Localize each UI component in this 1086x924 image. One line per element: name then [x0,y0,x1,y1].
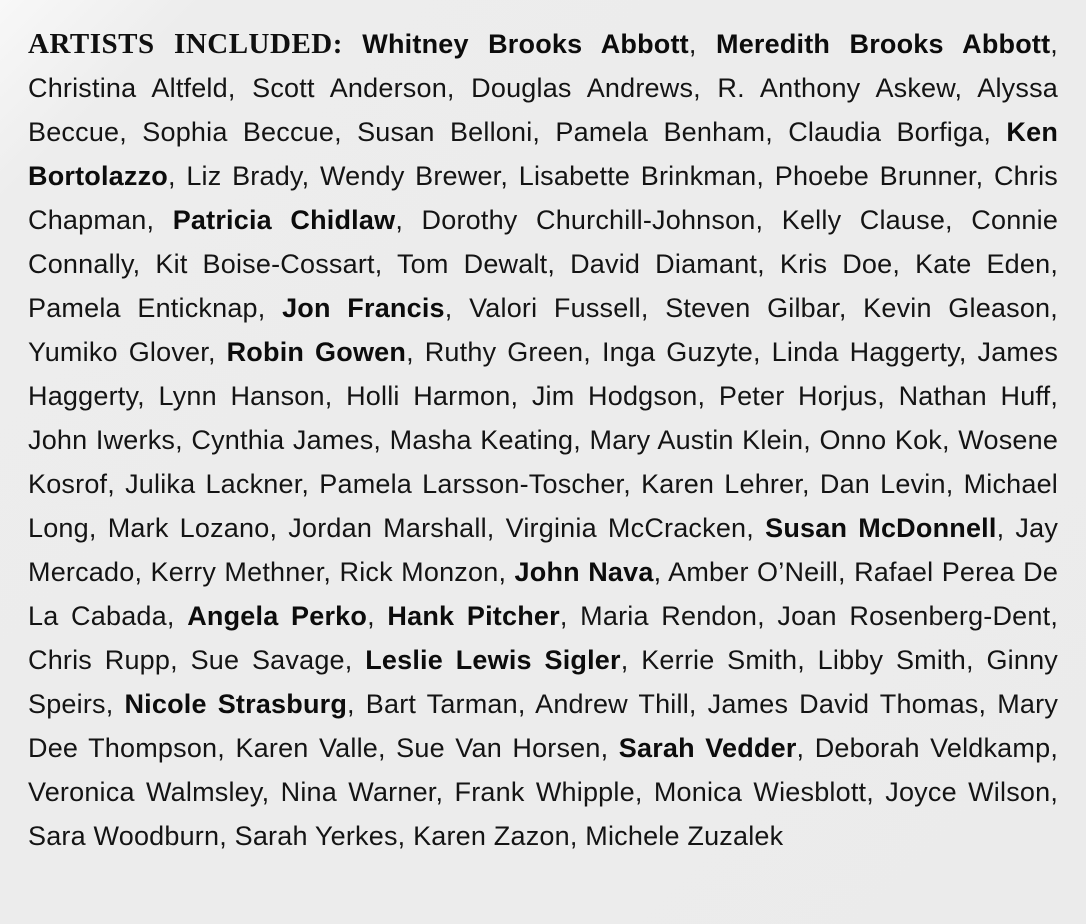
artist-name: Meredith Brooks Abbott [716,29,1051,59]
artist-name: Liz Brady [186,161,302,191]
artist-name: Pamela Enticknap [28,293,258,323]
artist-name: Robin Gowen [226,337,407,367]
artist-name: Sophia Beccue [142,117,335,147]
artist-name: Frank Whipple [454,777,635,807]
artist-name: Karen Zazon [413,821,570,851]
artist-name: James Haggerty [28,337,1059,411]
artist-name: Jim Hodgson [531,381,698,411]
artist-name: Scott Anderson [252,73,447,103]
artist-name: Libby Smith [817,645,966,675]
artist-name: Claudia Borfiga [788,117,984,147]
artist-name: Dan Levin [819,469,946,499]
artist-name: Alyssa Beccue [28,73,1058,147]
artist-name: Linda Haggerty [771,337,959,367]
artist-name: Dorothy Churchill-Johnson [421,205,756,235]
artist-name: Wosene Kosrof [28,425,1059,499]
artist-name: Ginny Speirs [28,645,1059,719]
artist-name: Mark Lozano [107,513,270,543]
artist-name: Nathan Huff [898,381,1051,411]
artist-name: Julika Lackner [125,469,302,499]
artist-name: Kevin Gleason [863,293,1051,323]
artist-name: Phoebe Brunner [774,161,976,191]
artist-name: Inga Guzyte [601,337,753,367]
artist-name: Joyce Wilson [885,777,1051,807]
artist-name: Chris Chapman [28,161,1058,235]
artist-name: Cynthia James [191,425,374,455]
artist-name: Susan Belloni [357,117,533,147]
artist-name: Kit Boise-Cossart [155,249,375,279]
artist-name: Douglas Andrews [471,73,694,103]
artists-included-heading: ARTISTS INCLUDED: [28,28,343,60]
artist-name: Kerry Methner [150,557,324,587]
artist-name: Sarah Yerkes [234,821,398,851]
artist-name: Jay Mercado [28,513,1059,587]
artist-name: Angela Perko [187,601,368,631]
artist-name: Kerrie Smith [641,645,798,675]
artist-name: Leslie Lewis Sigler [365,645,621,675]
artist-name: Michael Long [28,469,1058,543]
artist-name: Bart Tarman [365,689,518,719]
artist-name: Lynn Hanson [158,381,325,411]
artist-name: Sue Savage [190,645,345,675]
artist-name: Sarah Vedder [618,733,797,763]
artist-name: Susan McDonnell [765,513,997,543]
artist-name: Monica Wiesblott [653,777,867,807]
artist-name: Steven Gilbar [665,293,839,323]
artist-name: Deborah Veldkamp [814,733,1051,763]
artist-name: Yumiko Glover [28,337,208,367]
artist-name: Valori Fussell [469,293,641,323]
artist-name: Pamela Benham [555,117,766,147]
artist-name: Wendy Brewer [319,161,501,191]
artist-name: John Iwerks [28,425,176,455]
artist-name: David Diamant [570,249,758,279]
artist-name: Mary Austin Klein [589,425,804,455]
artist-name: Peter Horjus [718,381,878,411]
artist-name: Jon Francis [282,293,445,323]
artist-name: Karen Lehrer [641,469,803,499]
artist-name: Rafael Perea De La Cabada [28,557,1059,631]
artist-name: Joan Rosenberg-Dent [777,601,1051,631]
artist-name: Sara Woodburn [28,821,220,851]
artist-name: Ken Bortolazzo [28,117,1059,191]
artist-name: Kelly Clause [781,205,946,235]
artist-name: John Nava [514,557,654,587]
artist-name: Christina Altfeld [28,73,228,103]
artist-name: Kate Eden [915,249,1051,279]
artist-name: R. Anthony Askew [717,73,955,103]
artist-name: Holli Harmon [346,381,511,411]
artist-name: Michele Zuzalek [585,821,784,851]
artist-name: Andrew Thill [535,689,689,719]
artist-name: Nicole Strasburg [124,689,348,719]
artist-name: Mary Dee Thompson [28,689,1059,763]
artist-name: Patricia Chidlaw [172,205,396,235]
artist-name: Ruthy Green [424,337,584,367]
artist-name: Kris Doe [779,249,893,279]
artist-name: Maria Rendon [580,601,758,631]
artist-name: Virginia McCracken [505,513,747,543]
artists-list: Whitney Brooks Abbott, Meredith Brooks Abbott, Christina Altfeld, Scott Anderson, Douglas Andrews, R. Anthony Askew, Alyssa Beccue, Sophia Beccue, Susan Belloni, Pamela Benham, Claudia Borfiga, Ken Bortolazzo, Liz Brady, Wendy Brewer, Lisabette Brinkman, Phoebe Brunner, Chris Chapman, Patricia Chidlaw, Dorothy Churchill-Johnson, Kelly Clause, Connie Connally, Kit Boise-Cossart, Tom Dewalt, David Diamant, Kris Doe, Kate Eden, Pamela Enticknap, Jon Francis, Valori Fussell, Steven Gilbar, Kevin Gleason, Yumiko Glover, Robin Gowen, Ruthy Green, Inga Guzyte, Linda Haggerty, James Haggerty, Lynn Hanson, Holli Harmon, Jim Hodgson, Peter Horjus, Nathan Huff, John Iwerks, Cynthia James, Masha Keating, Mary Austin Klein, Onno Kok, Wosene Kosrof, Julika Lackner, Pamela Larsson-Toscher, Karen Lehrer, Dan Levin, Michael Long, Mark Lozano, Jordan Marshall, Virginia McCracken, Susan McDonnell, Jay Mercado, Kerry Methner, Rick Monzon, John Nava, Amber O’Neill, Rafael Perea De La Cabada, Angela Perko, Hank Pitcher, Maria Rendon, Joan Rosenberg-Dent, Chris Rupp, Sue Savage, Leslie Lewis Sigler, Kerrie Smith, Libby Smith, Ginny Speirs, Nicole Strasburg, Bart Tarman, Andrew Thill, James David Thomas, Mary Dee Thompson, Karen Valle, Sue Van Horsen, Sarah Vedder, Deborah Veldkamp, Veronica Walmsley, Nina Warner, Frank Whipple, Monica Wiesblott, Joyce Wilson, Sara Woodburn, Sarah Yerkes, Karen Zazon, Michele Zuzalek [28,29,1059,851]
artist-name: Whitney Brooks Abbott [362,29,689,59]
artist-name: Amber O’Neill [668,557,838,587]
artist-name: Jordan Marshall [288,513,487,543]
artist-name: Onno Kok [819,425,943,455]
artist-name: Sue Van Horsen [396,733,601,763]
artist-name: Karen Valle [235,733,378,763]
artist-name: Pamela Larsson-Toscher [319,469,624,499]
artist-name: Lisabette Brinkman [518,161,757,191]
artist-name: Masha Keating [389,425,574,455]
artist-name: Tom Dewalt [396,249,548,279]
artist-name: Veronica Walmsley [28,777,262,807]
artist-name: Hank Pitcher [387,601,560,631]
artist-name: Connie Connally [28,205,1059,279]
artist-name: James David Thomas [707,689,979,719]
artists-paragraph [28,22,1058,858]
artist-name: Rick Monzon [339,557,499,587]
artist-name: Chris Rupp [28,645,171,675]
artist-name: Nina Warner [280,777,436,807]
